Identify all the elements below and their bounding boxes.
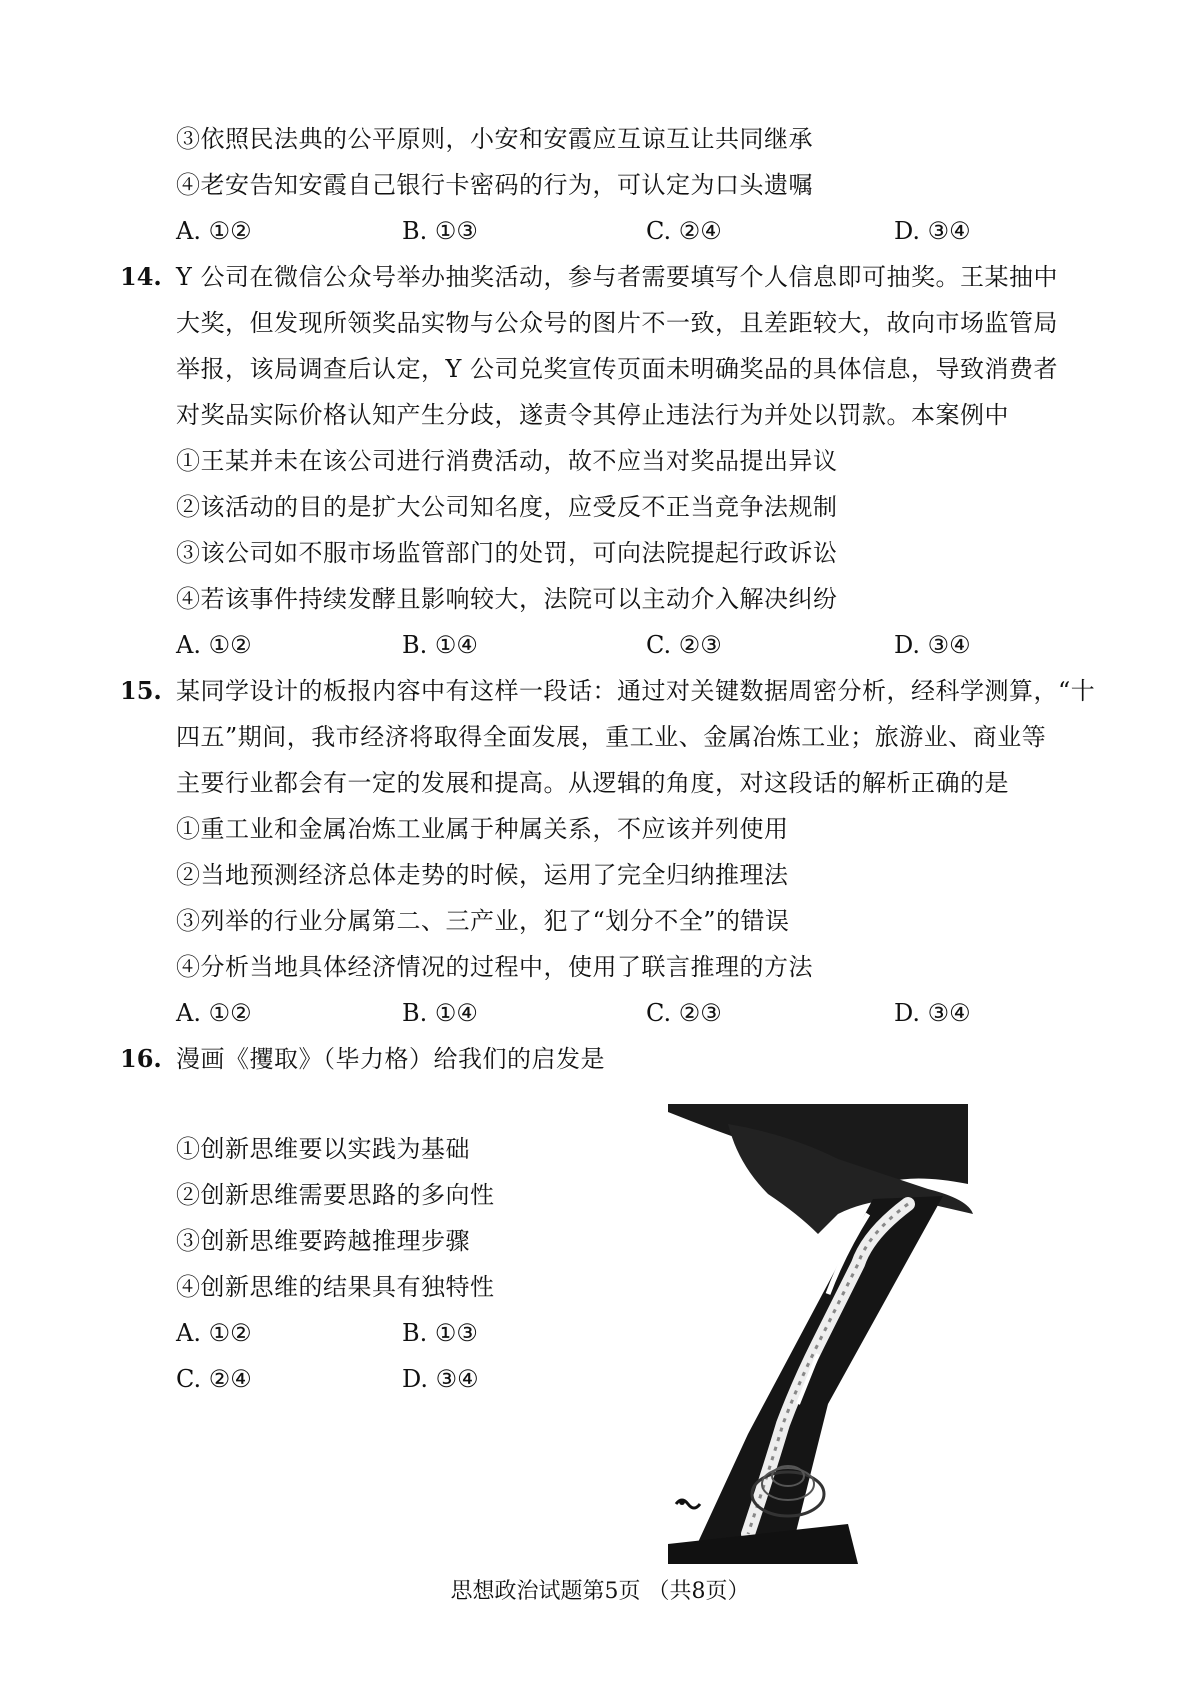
q16-option-b: B. ①③ [402, 1319, 478, 1347]
q15-option-b: B. ①④ [402, 999, 478, 1027]
q14-number: 14. [120, 262, 162, 291]
q14-option-c: C. ②③ [646, 631, 722, 659]
q16-item-4: ④创新思维的结果具有独特性 [176, 1273, 495, 1301]
q13-item-3: ③依照民法典的公平原则，小安和安霞应互谅互让共同继承 [176, 125, 813, 153]
q16-item-2: ②创新思维需要思路的多向性 [176, 1181, 495, 1209]
q15-number: 15. [120, 676, 162, 705]
q13-option-d: D. ③④ [894, 217, 971, 245]
q15-option-c: C. ②③ [646, 999, 722, 1027]
q13-option-c: C. ②④ [646, 217, 722, 245]
q14-item-3: ③该公司如不服市场监管部门的处罚，可向法院提起行政诉讼 [176, 539, 838, 567]
q16-item-3: ③创新思维要跨越推理步骤 [176, 1227, 470, 1255]
q14-stem-line-3: 举报，该局调查后认定，Y 公司兑奖宣传页面未明确奖品的具体信息，导致消费者 [176, 355, 1058, 383]
q14-stem-line-4: 对奖品实际价格认知产生分歧，遂责令其停止违法行为并处以罚款。本案例中 [176, 401, 1009, 429]
q16-item-1: ①创新思维要以实践为基础 [176, 1135, 470, 1163]
q13-option-b: B. ①③ [402, 217, 478, 245]
q16-number: 16. [120, 1044, 162, 1073]
cartoon-image [668, 1104, 978, 1564]
q14-option-a: A. ①② [176, 631, 252, 659]
q14-item-2: ②该活动的目的是扩大公司知名度，应受反不正当竞争法规制 [176, 493, 838, 521]
q15-item-2: ②当地预测经济总体走势的时候，运用了完全归纳推理法 [176, 861, 789, 889]
page-footer: 思想政治试题第5页 （共8页） [450, 1579, 750, 1604]
q14-item-4: ④若该事件持续发酵且影响较大，法院可以主动介入解决纠纷 [176, 585, 838, 613]
q14-stem-line-2: 大奖，但发现所领奖品实物与公众号的图片不一致，且差距较大，故向市场监管局 [176, 309, 1058, 337]
q16-option-c: C. ②④ [176, 1365, 252, 1393]
q13-option-a: A. ①② [176, 217, 252, 245]
q15-option-a: A. ①② [176, 999, 252, 1027]
q15-stem-line-1: 某同学设计的板报内容中有这样一段话：通过对关键数据周密分析，经科学测算，“十 [176, 677, 1096, 705]
q16-stem: 漫画《攫取》（毕力格）给我们的启发是 [176, 1045, 605, 1073]
q15-item-1: ①重工业和金属冶炼工业属于种属关系，不应该并列使用 [176, 815, 789, 843]
q15-item-4: ④分析当地具体经济情况的过程中，使用了联言推理的方法 [176, 953, 813, 981]
q16-option-d: D. ③④ [402, 1365, 479, 1393]
q15-item-3: ③列举的行业分属第二、三产业，犯了“划分不全”的错误 [176, 907, 790, 935]
q16-option-a: A. ①② [176, 1319, 252, 1347]
q15-option-d: D. ③④ [894, 999, 971, 1027]
q14-option-b: B. ①④ [402, 631, 478, 659]
q14-stem-line-1: Y 公司在微信公众号举办抽奖活动，参与者需要填写个人信息即可抽奖。王某抽中 [176, 263, 1058, 291]
q14-item-1: ①王某并未在该公司进行消费活动，故不应当对奖品提出异议 [176, 447, 838, 475]
q15-stem-line-2: 四五”期间，我市经济将取得全面发展，重工业、金属冶炼工业；旅游业、商业等 [176, 723, 1047, 751]
q13-item-4: ④老安告知安霞自己银行卡密码的行为，可认定为口头遗嘱 [176, 171, 813, 199]
q14-option-d: D. ③④ [894, 631, 971, 659]
q15-stem-line-3: 主要行业都会有一定的发展和提高。从逻辑的角度，对这段话的解析正确的是 [176, 769, 1009, 797]
